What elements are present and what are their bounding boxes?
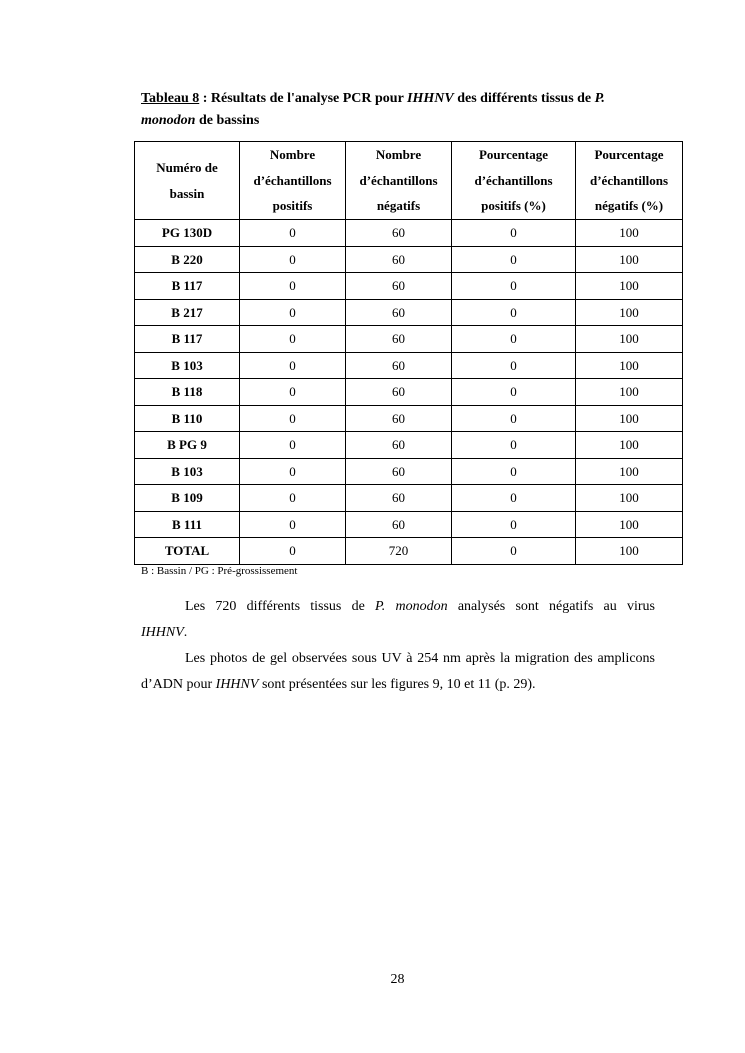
bassin-cell: B 220: [135, 246, 240, 273]
positive-percent-cell: 0: [452, 273, 576, 300]
negative-percent-cell: 100: [576, 273, 683, 300]
positive-count-cell: 0: [240, 511, 346, 538]
positive-percent-cell: 0: [452, 511, 576, 538]
positive-percent-cell: 0: [452, 220, 576, 247]
negative-percent-cell: 100: [576, 326, 683, 353]
bassin-cell: B 103: [135, 458, 240, 485]
header-negative-percent: Pourcentage d’échantillons négatifs (%): [576, 142, 683, 220]
positive-percent-cell: 0: [452, 458, 576, 485]
bassin-cell: B 117: [135, 326, 240, 353]
table-body: [135, 220, 683, 565]
table-row: [135, 273, 683, 300]
bassin-cell: TOTAL: [135, 538, 240, 565]
negative-count-cell: 60: [346, 220, 452, 247]
positive-percent-cell: 0: [452, 485, 576, 512]
bassin-cell: B PG 9: [135, 432, 240, 459]
species-name: P. monodon: [375, 599, 448, 614]
bassin-cell: B 217: [135, 299, 240, 326]
positive-percent-cell: 0: [452, 538, 576, 565]
negative-count-cell: 60: [346, 405, 452, 432]
positive-count-cell: 0: [240, 326, 346, 353]
positive-count-cell: 0: [240, 246, 346, 273]
table-row: [135, 432, 683, 459]
paragraph-gel-photos: Les photos de gel observées sous UV à 254 nm après la migration des amplicons d’ADN pour IHHNV sont présentées sur les figures 9, 10 et 11 (p. 29).: [141, 651, 655, 692]
bassin-cell: B 109: [135, 485, 240, 512]
positive-percent-cell: 0: [452, 379, 576, 406]
table-row: [135, 405, 683, 432]
header-positive-percent: Pourcentage d’échantillons positifs (%): [452, 142, 576, 220]
table-row: [135, 379, 683, 406]
caption-text-b: des différents tissus de: [453, 91, 595, 106]
positive-percent-cell: 0: [452, 432, 576, 459]
table-header-row: [135, 142, 683, 220]
negative-percent-cell: 100: [576, 246, 683, 273]
caption-species: P. monodon: [141, 91, 605, 128]
bassin-cell: B 103: [135, 352, 240, 379]
positive-percent-cell: 0: [452, 405, 576, 432]
negative-percent-cell: 100: [576, 538, 683, 565]
bassin-cell: B 110: [135, 405, 240, 432]
positive-count-cell: 0: [240, 432, 346, 459]
caption-label: Tableau 8: [141, 91, 200, 106]
negative-count-cell: 60: [346, 432, 452, 459]
negative-percent-cell: 100: [576, 485, 683, 512]
positive-count-cell: 0: [240, 352, 346, 379]
positive-count-cell: 0: [240, 485, 346, 512]
header-positive-count: Nombre d’échantillons positifs: [240, 142, 346, 220]
positive-count-cell: 0: [240, 458, 346, 485]
bassin-cell: PG 130D: [135, 220, 240, 247]
table-row: [135, 458, 683, 485]
positive-percent-cell: 0: [452, 352, 576, 379]
negative-count-cell: 60: [346, 273, 452, 300]
table-row: [135, 485, 683, 512]
bassin-cell: B 111: [135, 511, 240, 538]
negative-count-cell: 720: [346, 538, 452, 565]
positive-count-cell: 0: [240, 405, 346, 432]
table-row: [135, 511, 683, 538]
positive-percent-cell: 0: [452, 246, 576, 273]
table-row: [135, 326, 683, 353]
table-footnote: B : Bassin / PG : Pré-grossissement: [141, 565, 298, 577]
positive-count-cell: 0: [240, 379, 346, 406]
header-bassin: Numéro de bassin: [135, 142, 240, 220]
negative-count-cell: 60: [346, 458, 452, 485]
negative-percent-cell: 100: [576, 432, 683, 459]
positive-count-cell: 0: [240, 538, 346, 565]
virus-name: IHHNV: [141, 625, 184, 640]
caption-virus: IHHNV: [407, 91, 454, 106]
bassin-cell: B 118: [135, 379, 240, 406]
negative-percent-cell: 100: [576, 379, 683, 406]
virus-name: IHHNV: [215, 677, 259, 692]
negative-count-cell: 60: [346, 352, 452, 379]
table-row: [135, 299, 683, 326]
table-row: [135, 220, 683, 247]
paragraph-results: Les 720 différents tissus de P. monodon analysés sont négatifs au virus IHHNV.: [141, 599, 655, 640]
negative-percent-cell: 100: [576, 458, 683, 485]
positive-percent-cell: 0: [452, 326, 576, 353]
header-negative-count: Nombre d’échantillons négatifs: [346, 142, 452, 220]
page-number: 28: [390, 972, 405, 987]
table-caption: [141, 88, 661, 132]
negative-percent-cell: 100: [576, 405, 683, 432]
negative-percent-cell: 100: [576, 220, 683, 247]
table-row: [135, 352, 683, 379]
bassin-cell: B 117: [135, 273, 240, 300]
caption-text-c: de bassins: [195, 113, 260, 128]
table-row: [135, 246, 683, 273]
negative-count-cell: 60: [346, 326, 452, 353]
negative-count-cell: 60: [346, 485, 452, 512]
negative-count-cell: 60: [346, 511, 452, 538]
negative-percent-cell: 100: [576, 352, 683, 379]
negative-percent-cell: 100: [576, 299, 683, 326]
pcr-results-table: [134, 141, 683, 565]
negative-count-cell: 60: [346, 246, 452, 273]
positive-count-cell: 0: [240, 299, 346, 326]
negative-count-cell: 60: [346, 299, 452, 326]
positive-count-cell: 0: [240, 273, 346, 300]
positive-count-cell: 0: [240, 220, 346, 247]
positive-percent-cell: 0: [452, 299, 576, 326]
negative-count-cell: 60: [346, 379, 452, 406]
caption-text-a: : Résultats de l'analyse PCR pour: [199, 91, 408, 106]
table-total-row: [135, 538, 683, 565]
negative-percent-cell: 100: [576, 511, 683, 538]
